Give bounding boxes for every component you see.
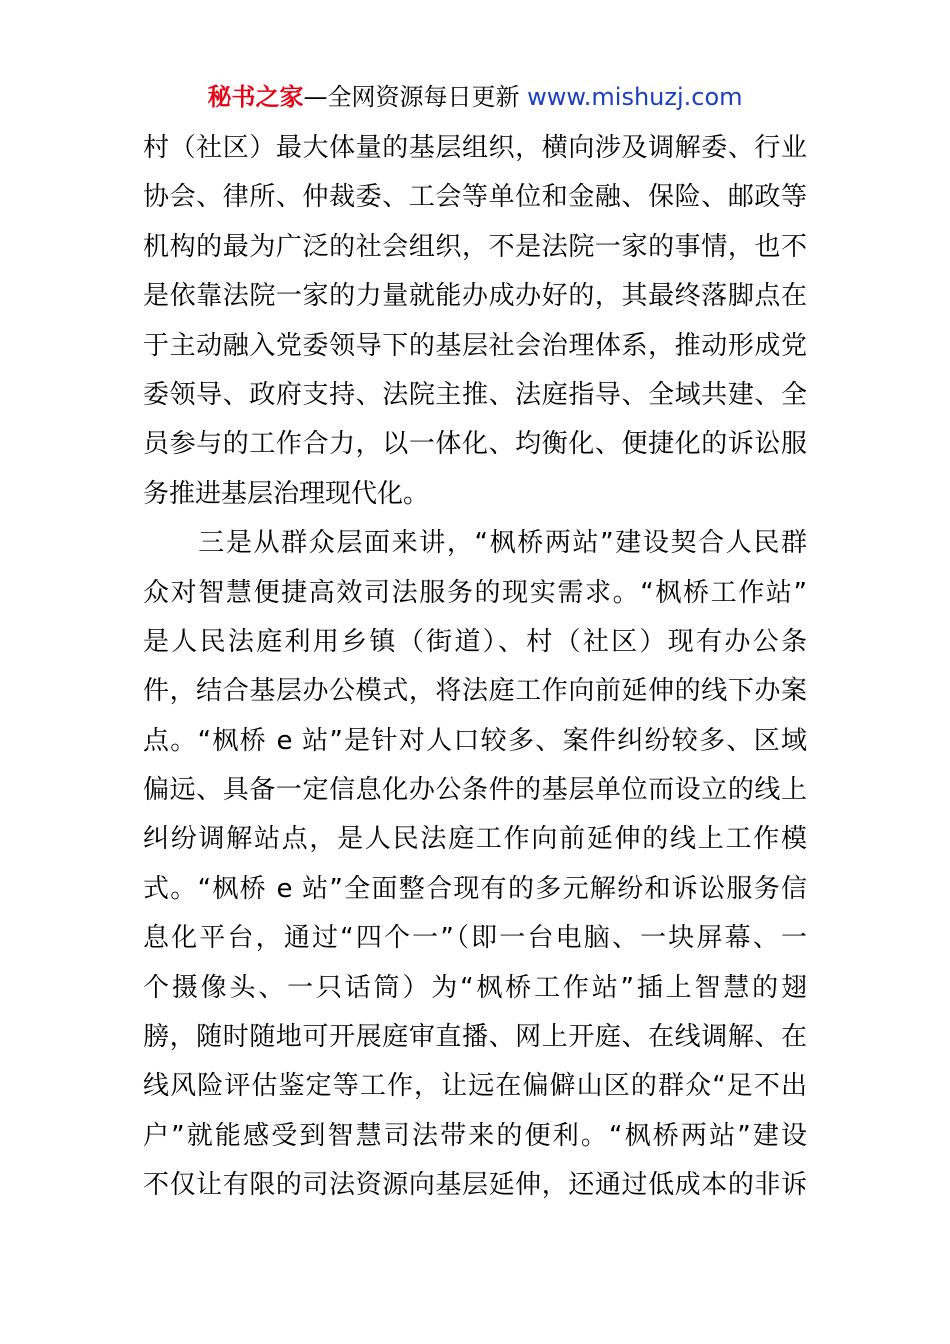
- text-line: 三是从群众层面来讲，“枫桥两站”建设契合人民群: [143, 528, 807, 559]
- text-line: 式。“枫桥 e 站”全面整合现有的多元解纷和诉讼服务信: [143, 873, 807, 904]
- text-line: 是依靠法院一家的力量就能办成办好的，其最终落脚点在: [143, 281, 807, 312]
- text-line: 是人民法庭利用乡镇（街道）、村（社区）现有办公条: [143, 626, 807, 657]
- text-line: 于主动融入党委领导下的基层社会治理体系，推动形成党: [143, 330, 807, 361]
- brand-name: 秘书之家: [207, 83, 304, 111]
- text-line: 息化平台，通过“四个一”（即一台电脑、一块屏幕、一: [143, 923, 807, 954]
- text-line: 件，结合基层办公模式，将法庭工作向前延伸的线下办案: [143, 676, 807, 707]
- text-line: 委领导、政府支持、法院主推、法庭指导、全域共建、全: [143, 379, 807, 410]
- document-body: [143, 124, 807, 1211]
- text-line: 机构的最为广泛的社会组织，不是法院一家的事情，也不: [143, 231, 807, 262]
- text-line: 户”就能感受到智慧司法带来的便利。“枫桥两站”建设: [143, 1120, 807, 1151]
- text-line: 不仅让有限的司法资源向基层延伸，还通过低成本的非诉: [143, 1170, 807, 1201]
- text-line: 点。“枫桥 e 站”是针对人口较多、案件纠纷较多、区域: [143, 725, 807, 756]
- text-line: 线风险评估鉴定等工作，让远在偏僻山区的群众“足不出: [143, 1071, 807, 1102]
- text-line: 务推进基层治理现代化。: [143, 478, 430, 509]
- text-line: 村（社区）最大体量的基层组织，横向涉及调解委、行业: [143, 133, 807, 163]
- text-line: 纠纷调解站点，是人民法庭工作向前延伸的线上工作模: [143, 824, 807, 855]
- text-line: 膀，随时随地可开展庭审直播、网上开庭、在线调解、在: [143, 1022, 807, 1053]
- header-tagline: —全网资源每日更新: [303, 83, 520, 111]
- site-url-link[interactable]: www.mishuzj.com: [527, 83, 743, 111]
- text-line: 协会、律所、仲裁委、工会等单位和金融、保险、邮政等: [143, 182, 807, 213]
- text-line: 员参与的工作合力，以一体化、均衡化、便捷化的诉讼服: [143, 429, 807, 460]
- text-line: 个摄像头、一只话筒）为“枫桥工作站”插上智慧的翅: [143, 972, 807, 1003]
- text-line: 众对智慧便捷高效司法服务的现实需求。“枫桥工作站”: [143, 577, 807, 608]
- site-header: [0, 80, 950, 114]
- text-line: 偏远、具备一定信息化办公条件的基层单位而设立的线上: [143, 775, 807, 806]
